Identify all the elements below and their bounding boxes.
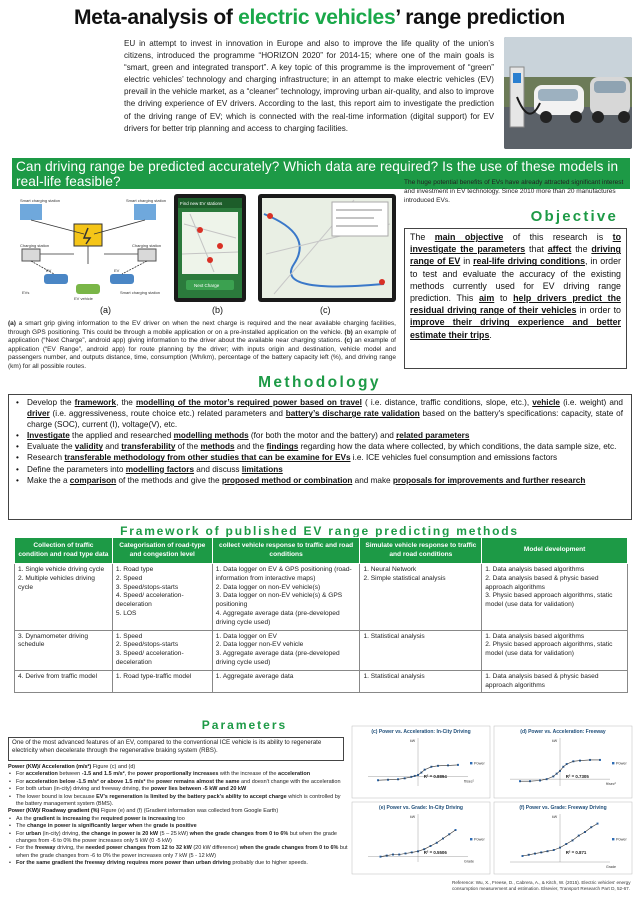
title-text-2: ’ range prediction (395, 6, 565, 29)
table-cell (112, 630, 212, 670)
cell-item: 3. Data logger on non-EV vehicle(s) & GPS positioning (215, 592, 343, 609)
cell-item: 1. Aggregate average data (215, 672, 294, 680)
param-bullet: • For acceleration below -1.5 m/s² or above 1.5 m/s² the power remains almost the same and doesn't change with the acceleration (8, 779, 348, 786)
reference-note: Reference: Wu, X., Freese, D., Cabrera, A., & Kitch, W. (2015). Electric vehicles' energy consumption measurement and estimation. Elsevier, Transport Research Part D, 52-67. (452, 880, 631, 891)
cell-item: 1. Statistical analysis (363, 672, 425, 680)
svg-text:EV vehicle: EV vehicle (74, 296, 93, 301)
methodology-list (8, 394, 632, 520)
param-bullet: • As the gradient is increasing the required power is increasing too (8, 816, 348, 823)
rbs-note-box: One of the most advanced features of an EV, compared to the conventional ICE vehicle is its ability to regenerate electricity when decelerate through the regenerative braking system (RBS). (8, 737, 344, 761)
cell-item: 1. Neural Network (363, 566, 417, 573)
legend-label: Power (474, 837, 485, 842)
cell-item: 1. Road type-traffic model (115, 672, 192, 680)
svg-text:Find new EV stations: Find new EV stations (180, 201, 223, 206)
table-cell (212, 670, 360, 693)
cell-item: 4. Aggregate average data (pre-developed driving cycle used) (215, 609, 340, 626)
methodology-item: • Make the a comparison of the methods and give the proposed method or combination and make proposals for improvements and further research (27, 475, 623, 486)
cell-item: 1. Road type (115, 566, 154, 573)
table-cell (482, 630, 628, 670)
methodology-item: • Research transferable methodology from other studies that can be examine for EVs i.e. ICE vehicles fuel consumption and emissions factors (27, 452, 623, 463)
objective-box: The main objective of this research is to investigate the parameters that affect the driving range of EV in real-life driving conditions, in order to test and evaluate the accuracy of the existing methods currently used for EV driving range prediction. This aim to help drivers predict the residual driving range of their vehicles in order to improve their driving experience and better estimate their trips. (404, 228, 627, 369)
cell-item: 1. Data logger on EV (215, 632, 277, 640)
diagram-label-b: (b) (212, 305, 223, 315)
column-header: Model development (482, 538, 628, 564)
legend-marker (470, 762, 472, 764)
cell-item: 2. Data logger on non-EV vehicle(s) (215, 583, 321, 591)
table-cell (112, 564, 212, 631)
cell-item: 2. Speed/stops-starts (115, 641, 179, 649)
cell-item: 2. Simple statistical analysis (363, 574, 446, 582)
chart-frame (352, 726, 490, 798)
framework-heading: Framework of published EV range predicting methods (120, 524, 519, 538)
title-text-1: Meta-analysis of (74, 6, 239, 29)
diagram-label-a: (a) (100, 305, 111, 315)
y-axis-label: kW (410, 815, 416, 819)
table-row (15, 630, 628, 670)
cell-item: 3. Speed/ acceleration-deceleration (115, 650, 184, 666)
framework-table (14, 537, 628, 693)
r-squared-label: R² = 0.5506 (423, 849, 447, 855)
table-cell (360, 670, 482, 693)
svg-text:EV: EV (46, 268, 52, 273)
poster-title (0, 6, 639, 30)
ev-diagrams (14, 194, 396, 316)
chart-title: (e) Power vs. Grade: In-City Driving (379, 805, 463, 811)
table-cell (212, 564, 360, 631)
param-bullet: • For the freeway driving, the needed power changes from 12 to 32 kW (20 kW difference) when the grade changes from 0 to 6% but when the grade changes from -6 to 0% the power increases only 7 kW (5 - 12 kW) (8, 845, 348, 860)
param-bullet: • For both urban (in-city) driving and freeway driving, the power lies between -5 kW and 20 kW (8, 786, 348, 793)
cell-item: 3. Aggregate average data (pre-developed driving cycle used) (215, 650, 340, 666)
diagram-caption: (a) a smart grip giving information to the EV driver on when the next charge is required and the near available charging facilities, through GPS positioning. This could be through a mobile application or on a pre-installed application on the vehicle. (b) an example of application (“Next Charge”, android app) giving information to the driver about the available near charging stations. (c) an example of application (“EV Range”, android app) for route planning by the driver; with inputs origin and destination, vehicle model and passengers number, and outputs distance, time, consumption (Wh/km), percentage of the battery capacity left (%), and driving range (km) for all possible routes. (8, 320, 397, 370)
cell-item: 2. Multiple vehicles driving cycle (18, 574, 95, 591)
cell-item: 1. Data analysis based algorithms (485, 566, 585, 573)
methodology-item: • Define the parameters into modelling factors and discuss limitations (27, 464, 623, 475)
table-row (15, 564, 628, 631)
param-figure-ref: Figure (c) and (d) (91, 764, 136, 770)
chart-title: (c) Power vs. Acceleration: In-City Driving (371, 729, 471, 735)
chart-title: (d) Power vs. Acceleration: Freeway (520, 729, 606, 735)
legend-marker (612, 762, 614, 764)
param-bullet: • The lower bound is low because EV's regeneration is limited by the battery pack's ability to accept charge which is controlled by the battery management system (BMS). (8, 794, 348, 809)
r-squared-label: R² = 0.8894 (423, 773, 447, 779)
ev-interest-note: The huge potential benefits of EVs have already attracted significant interest and investment in EV technology. Since 2010 more than 20 manufactures introduced EVs. (404, 179, 624, 204)
x-axis-label: ft/sec² (606, 782, 616, 787)
table-cell (360, 564, 482, 631)
param-figure-ref: Figure (e) and (f) (Gradient information was collected from Google Earth) (99, 808, 279, 815)
parameters-heading: Parameters (201, 718, 288, 732)
legend-label: Power (616, 761, 627, 766)
table-cell (212, 630, 360, 670)
svg-text:EV: EV (114, 268, 120, 273)
svg-text:Charging station: Charging station (132, 243, 162, 248)
table-cell (15, 670, 113, 693)
methodology-item: • Evaluate the validity and transferability of the methods and the findings regarding how the data where collected, by which conditions, the data sample size, etc. (27, 441, 623, 452)
table-cell (112, 670, 212, 693)
y-axis-label: kW (552, 739, 558, 743)
cell-item: 2. Physic based approach algorithms, static model (use data for validation) (485, 641, 613, 658)
table-cell (482, 564, 628, 631)
cell-item: 4. Speed/ acceleration-deceleration (115, 592, 184, 609)
legend-label: Power (474, 761, 485, 766)
smart-grid-diagram (14, 196, 166, 301)
legend-marker (612, 838, 614, 840)
param-bullet: • For the same gradient the freeway driving requires more power than urban driving probably due to higher speeds. (8, 860, 348, 867)
legend-marker (470, 838, 472, 840)
methodology-item: • Develop the framework, the modelling of the motor’s required power based on travel ( i.e. distance, traffic conditions, slope, etc.), vehicle (i.e. weight) and driver (i.e. aggressiveness, route choice etc.) related parameters and battery’s discharge rate validation based on the battery's specifications: capacity, state of charge (SOC), current (I), voltage(V), etc. (27, 397, 623, 430)
cell-item: 3. Speed/stops-starts (115, 583, 179, 591)
cell-item: 5. LOS (115, 609, 137, 617)
column-header: Simulate vehicle response to traffic and road conditions (360, 538, 482, 564)
svg-text:Charging station: Charging station (20, 243, 50, 248)
cell-item: 3. Physic based approach algorithms, static model (use data for validation) (485, 592, 613, 609)
next-charge-app-screenshot (174, 194, 246, 302)
svg-text:Smart charging station: Smart charging station (126, 198, 167, 203)
cell-item: 1. Data analysis based algorithms (485, 632, 585, 640)
cell-item: 2. Data analysis based & physic based approach algorithms (485, 574, 599, 591)
param-bullet: • For acceleration between -1.5 and 1.5 m/s², the power proportionally increases with the increase of the acceleration (8, 771, 348, 778)
table-cell (360, 630, 482, 670)
cell-item: 4. Derive from traffic model (18, 672, 98, 680)
objective-heading: Objective (530, 208, 618, 225)
cell-item: 2. Speed (115, 574, 143, 582)
column-header: collect vehicle response to traffic and road conditions (212, 538, 360, 564)
table-cell (15, 630, 113, 670)
x-axis-label: ft/sec² (464, 779, 474, 784)
cell-item: 1. Statistical analysis (363, 632, 425, 640)
cell-item: 1. Single vehicle driving cycle (18, 566, 105, 573)
diagram-label-c: (c) (320, 305, 331, 315)
cell-item: 1. Data analysis based & physic based approach algorithms (485, 672, 599, 689)
r-squared-label: R² = 0.7305 (565, 773, 589, 779)
chart-frame (494, 726, 632, 798)
param-bullet: • The change in power is significantly larger when the grade is positive (8, 823, 348, 830)
title-text-highlight: electric vehicles (238, 6, 396, 29)
table-cell (15, 564, 113, 631)
r-squared-label: R² = 0.871 (565, 849, 587, 855)
cell-item: 3. Dynamometer driving schedule (18, 632, 88, 649)
legend-label: Power (616, 837, 627, 842)
table-header-row (15, 538, 628, 564)
ev-range-app-screenshot (258, 194, 396, 302)
svg-text:EVs: EVs (22, 290, 30, 295)
power-charts (350, 724, 634, 876)
cell-item: 2. Data logger non-EV vehicle (215, 641, 304, 649)
svg-text:Smart charging station: Smart charging station (120, 290, 161, 295)
y-axis-label: kW (552, 815, 558, 819)
y-axis-label: kW (410, 739, 416, 743)
table-cell (482, 670, 628, 693)
methodology-item: • Investigate the applied and researched modelling methods (for both the motor and the battery) and related parameters (27, 430, 623, 441)
chart-frame (494, 802, 632, 874)
svg-text:Smart charging station: Smart charging station (20, 198, 61, 203)
chart-title: (f) Power vs. Grade: Freeway Driving (519, 805, 607, 811)
intro-paragraph: EU in attempt to invest in innovation in Europe and also to improve the life quality of the union’s citizens, introduced the programme “HORIZON 2020” for 2014-15; where one of the main goals is “smart, green and integrated transport”. A key topic of this programme is the improvement of “green” electric vehicles’ technology and charging infrastructure; in an attempt to make electric vehicles (EV) prevail in the vehicle market, as a “cleaner” technology, improving urban air-quality, and also to improve the driving experience of EV drivers. According to the last, this report aim to investigate the prediction of the driving range of EV; which is connected with the real-time information (digital support) for EV drivers for better trip planning and access to charging facilities. (124, 39, 494, 133)
research-question-banner: Can driving range be predicted accurately? Which data are required? Is the use of these models in real-life feasible? (12, 158, 630, 189)
svg-text:Next Charge: Next Charge (194, 283, 220, 288)
param-heading: Power (KW)/ Roadway gradient (%) (8, 808, 100, 815)
cell-item: 1. Speed (115, 632, 143, 640)
cell-item: 1. Data logger on EV & GPS positioning (road-information from interactive maps) (215, 566, 352, 582)
parameters-findings (8, 764, 348, 868)
methodology-heading: Methodology (258, 374, 381, 391)
x-axis-label: Grade (464, 859, 474, 864)
param-bullet: • For urban (in-city) driving, the change in power is 20 kW (5 – 25 kW) when the grade changes from 0 to 6% but when the grade changes from -6 to 0% the power increases only 5 kW (0 -5 kW) (8, 831, 348, 846)
x-axis-label: Grade (606, 865, 616, 869)
column-header: Collection of traffic condition and road type data (15, 538, 113, 564)
table-row (15, 670, 628, 693)
ev-charging-photo (504, 37, 632, 149)
param-heading: Power (KW)/ Acceleration (m/s²) (8, 764, 92, 770)
column-header: Categorisation of road-type and congestion level (112, 538, 212, 564)
